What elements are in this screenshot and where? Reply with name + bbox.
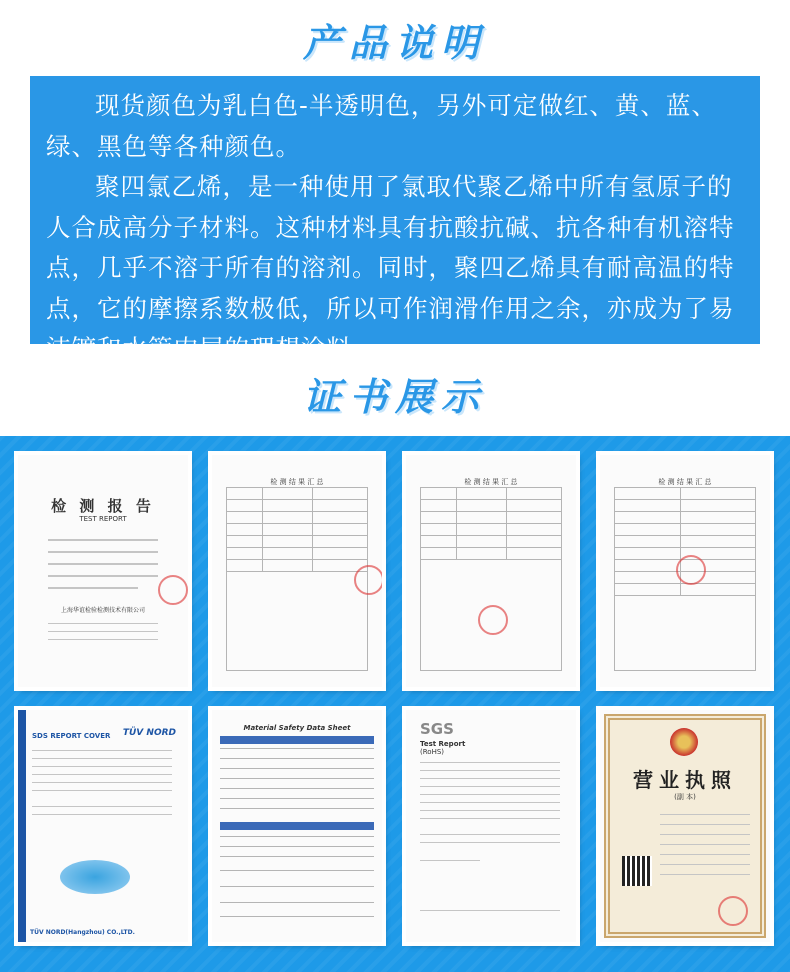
msds-header-bar	[220, 822, 374, 830]
sds-cover-title: SDS REPORT COVER	[32, 732, 111, 740]
msds-header-bar	[220, 736, 374, 744]
product-description-box	[30, 76, 760, 363]
test-report-subtitle: TEST REPORT	[79, 515, 127, 523]
certificates-heading: 证书展示	[302, 375, 487, 419]
red-stamp-icon	[158, 575, 188, 605]
certificate-test-results-1[interactable]	[212, 455, 382, 687]
certificate-test-report[interactable]	[18, 455, 188, 687]
sgs-logo: SGS	[420, 720, 454, 738]
test-results-title: 检 测 结 果 汇 总	[270, 478, 324, 486]
msds-title: Material Safety Data Sheet	[243, 724, 351, 732]
license-title: 营业执照	[633, 768, 737, 792]
qr-code-icon	[622, 856, 652, 886]
sgs-report-title: Test Report	[420, 740, 466, 748]
tuv-seal-icon	[60, 860, 130, 894]
national-emblem-icon	[670, 728, 698, 756]
tuv-footer: TÜV NORD(Hangzhou) CO.,LTD.	[30, 929, 135, 936]
red-stamp-icon	[478, 605, 508, 635]
product-description-heading: 产品说明	[302, 21, 487, 65]
red-stamp-icon	[676, 555, 706, 585]
description-paragraph-1: 现货颜色为乳白色-半透明色，另外可定做红、黄、蓝、绿、黑色等各种颜色。	[46, 91, 717, 161]
certificate-test-results-3[interactable]	[600, 455, 770, 687]
description-paragraph-2: 聚四氯乙烯，是一种使用了氯取代聚乙烯中所有氢原子的人合成高分子材料。这种材料具有抗酸抗碱、抗各种有机溶特点，几乎不溶于所有的溶剂。同时，聚四乙烯具有耐高温的特点，它的摩擦系数极低，所以可作润滑作用之余，亦成为了易洁镀和水管内层的理想涂料。	[46, 172, 735, 363]
certificate-sds-cover[interactable]	[18, 710, 188, 942]
tuv-side-stripe	[18, 710, 26, 942]
test-report-title: 检 测 报 告	[51, 497, 155, 515]
red-stamp-icon	[354, 565, 382, 595]
tuv-nord-logo: TÜV NORD	[122, 728, 176, 738]
certificate-msds[interactable]	[212, 710, 382, 942]
certificate-sgs[interactable]	[406, 710, 576, 942]
test-results-title: 检 测 结 果 汇 总	[464, 478, 518, 486]
test-results-title: 检 测 结 果 汇 总	[658, 478, 712, 486]
test-report-company: 上海华谊检验检测技术有限公司	[60, 607, 145, 614]
certificate-business-license[interactable]	[600, 710, 770, 942]
red-stamp-icon	[718, 896, 748, 926]
license-subtitle: (副 本)	[674, 793, 696, 801]
sgs-report-subtitle: (RoHS)	[420, 748, 445, 756]
certificate-test-results-2[interactable]	[406, 455, 576, 687]
